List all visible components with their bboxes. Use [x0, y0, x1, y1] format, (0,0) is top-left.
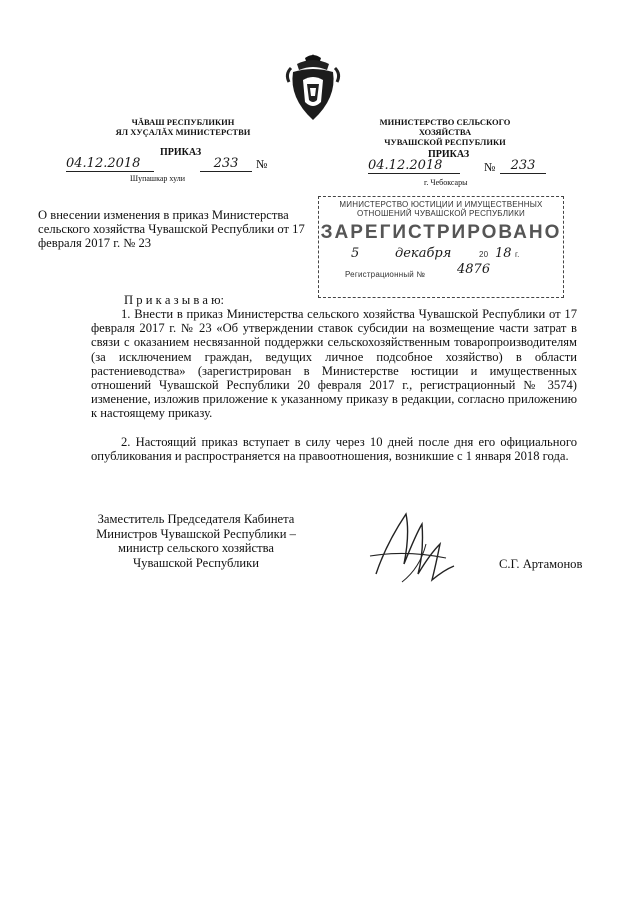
paragraph-1: 1. Внести в приказ Министерства сельского хозяйства Чувашской Республики от 17 февраля 2017 г. № 23 «Об утверждении ставок субсидии на возмещение части затрат в связи с оказанием несвязанной поддержки сельскохозяйственным товаропроизводителям (за исключением граждан, ведущих личное подсобное хозяйство) в области растениеводства» (зарегистрирован в Министерстве юстиции и имущественных отношений Чувашской Республики 20 февраля 2017 г., регистрационный № 3574) изменение, изложив приложение к указанному приказу в редакции, согласно приложению к настоящему приказу.: [91, 307, 577, 421]
left-org-name: [98, 117, 268, 137]
stamp-year-prefix: 20: [479, 250, 489, 259]
position-line-2: Министров Чувашской Республики –: [96, 526, 296, 541]
right-order-date: 04.12.2018: [368, 158, 460, 174]
stamp-ministry-line-2: ОТНОШЕНИЙ ЧУВАШСКОЙ РЕСПУБЛИКИ: [357, 209, 525, 218]
stamp-year: 18: [495, 246, 512, 261]
right-order-number: 233: [500, 158, 546, 174]
left-city: Шупашкар хули: [130, 174, 185, 183]
left-org-line-2: ЯЛ ХУÇАЛĂХ МИНИСТЕРСТВИ: [115, 127, 251, 137]
stamp-reg-row: [319, 262, 563, 282]
stamp-year-suffix: г.: [515, 250, 520, 259]
signatory-name: С.Г. Артамонов: [499, 557, 583, 571]
left-org-line-1: ЧĂВАШ РЕСПУБЛИКИН: [131, 117, 235, 127]
right-org-line-2: ЧУВАШСКОЙ РЕСПУБЛИКИ: [384, 137, 506, 147]
position-line-1: Заместитель Председателя Кабинета: [97, 512, 295, 526]
right-org-line-1: МИНИСТЕРСТВО СЕЛЬСКОГО ХОЗЯЙСТВА: [379, 117, 511, 137]
stamp-date-row: [319, 246, 563, 266]
left-order-title: ПРИКАЗ: [160, 147, 202, 158]
left-order-number: 233: [200, 156, 252, 172]
right-org-name: [355, 117, 535, 147]
paragraph-2: 2. Настоящий приказ вступает в силу через 10 дней после дня его официального опубликования и распространяется на правоотношения, возникшие с 1 января 2018 года.: [91, 435, 577, 464]
stamp-month: декабря: [395, 246, 452, 261]
position-line-3: министр сельского хозяйства: [118, 541, 274, 555]
order-word: П р и к а з ы в а ю:: [124, 293, 225, 307]
stamp-registered: ЗАРЕГИСТРИРОВАНО: [320, 222, 562, 243]
left-order-date: 04.12.2018: [66, 156, 154, 172]
registration-stamp: [318, 196, 564, 298]
right-number-sign: №: [484, 160, 496, 174]
left-number-sign: №: [256, 157, 268, 171]
coat-of-arms-emblem: [283, 52, 343, 124]
signatory-position: [80, 512, 312, 570]
stamp-reg-number: 4876: [457, 262, 491, 277]
position-line-4: Чувашской Республики: [133, 555, 259, 570]
stamp-day: 5: [351, 246, 360, 261]
document-subject: О внесении изменения в приказ Министерства сельского хозяйства Чувашской Республики от 17 февраля 2017 г. № 23: [38, 208, 305, 251]
stamp-ministry-line-1: МИНИСТЕРСТВО ЮСТИЦИИ И ИМУЩЕСТВЕННЫХ: [339, 200, 543, 209]
right-order-title: ПРИКАЗ: [428, 149, 470, 160]
handwritten-signature: [366, 504, 466, 590]
stamp-reg-label: Регистрационный №: [345, 270, 426, 279]
right-city: г. Чебоксары: [424, 178, 468, 187]
